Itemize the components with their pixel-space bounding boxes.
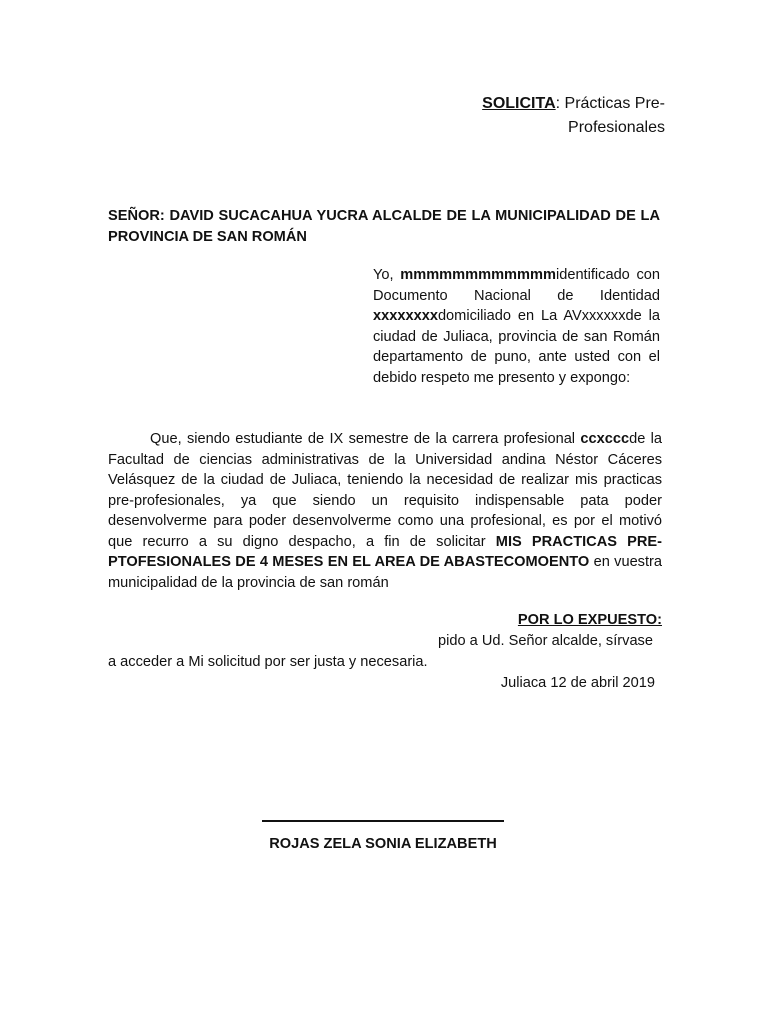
intro-text-2: identificado con Documento Nacional de Identidad — [373, 267, 661, 304]
intro-paragraph — [373, 265, 660, 388]
body-text-3: en vuestra municipalidad de la provincia de san román — [108, 554, 663, 591]
subject-text: : Prácticas Pre-Profesionales — [555, 95, 665, 136]
body-paragraph — [108, 429, 662, 593]
closing-line-2: a acceder a Mi solicitud por ser justa y necesaria. — [108, 653, 428, 670]
closing-line-1: pido a Ud. Señor alcalde, sírvase — [438, 633, 653, 649]
subject-heading — [440, 92, 665, 140]
request-text: MIS PRACTICAS PRE-PTOFESIONALES DE 4 MESES EN EL AREA DE ABASTECOMOENTO — [108, 533, 663, 570]
intro-text-3: domiciliado en La AVxxxxxxde la ciudad de Juliaca, provincia de san Román departamento de puno, ante usted con el debido respeto me presento y expongo: — [373, 308, 660, 386]
career-name: ccxccc — [580, 431, 630, 447]
applicant-name: mmmmmmmmmmmm — [400, 267, 556, 283]
signature-line — [262, 820, 504, 822]
body-text-1: Que, siendo estudiante de IX semestre de la carrera profesional — [150, 431, 581, 447]
signer-name: ROJAS ZELA SONIA ELIZABETH — [269, 836, 497, 852]
addressee: SEÑOR: DAVID SUCACAHUA YUCRA ALCALDE DE LA MUNICIPALIDAD DE LA PROVINCIA DE SAN ROMÁN — [108, 208, 660, 245]
closing-paragraph — [108, 631, 660, 672]
subject-label: SOLICITA — [482, 95, 556, 112]
date-line: Juliaca 12 de abril 2019 — [500, 675, 655, 691]
dni-number: xxxxxxxx — [373, 308, 438, 324]
body-text-2: de la Facultad de ciencias administrativas de la Universidad andina Néstor Cáceres Velásquez de la ciudad de Juliaca, teniendo la necesidad de realizar mis practicas pre-profesionales, ya que siendo un requisito indispensable pata poder desenvolverme para poder desenvolverme como una profesional, es por el motivó que recurro a su digno despacho, a fin de solicitar — [108, 431, 662, 550]
intro-text-1: Yo, — [373, 267, 401, 283]
por-lo-expuesto: POR LO EXPUESTO: — [517, 612, 662, 628]
